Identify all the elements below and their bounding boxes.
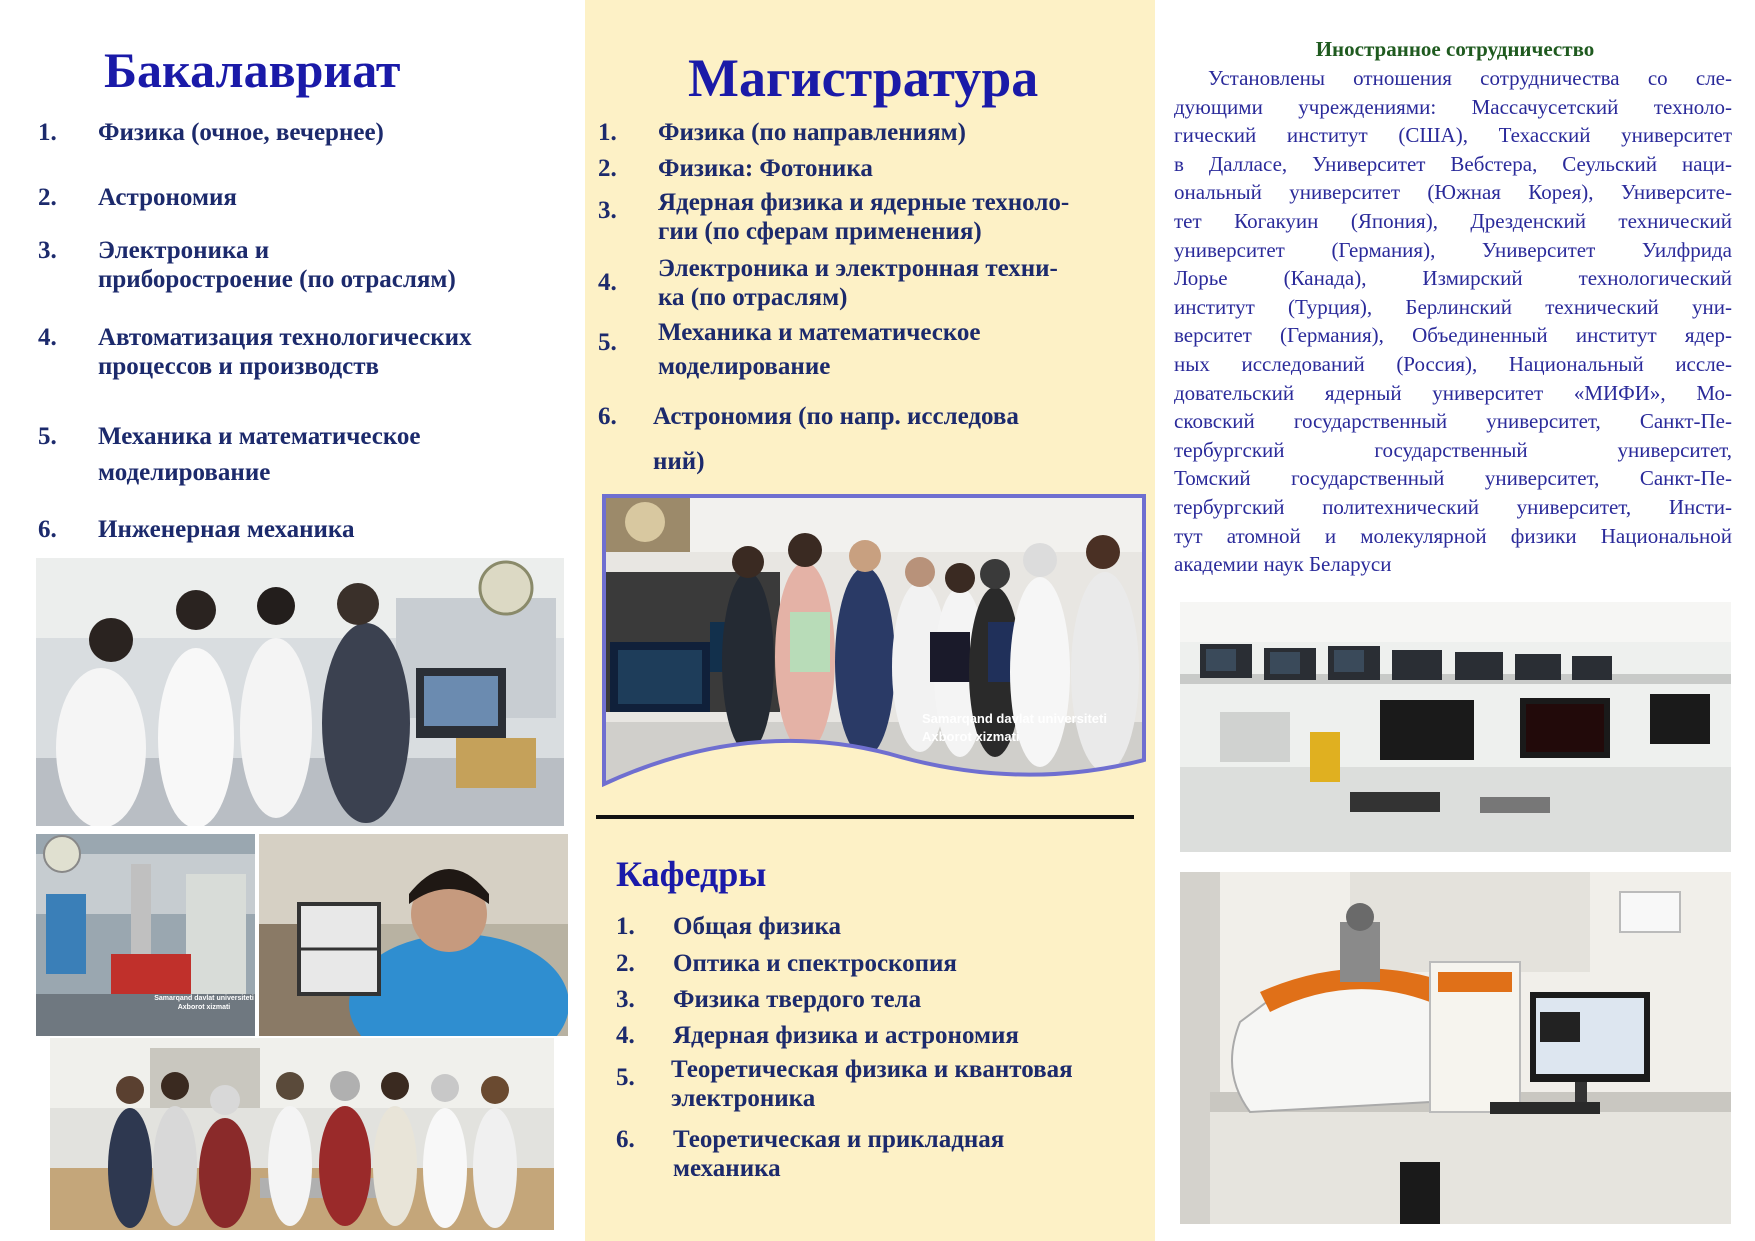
paragraph-line: тербургский политехнический университет, Инсти-: [1174, 494, 1732, 519]
item-text: Инженерная механика: [98, 516, 355, 543]
item-text: Оптика и спектроскопия: [673, 950, 957, 977]
department-item: [616, 912, 1146, 942]
photo-caption: Samarqand davlat universiteti Axborot xizmati: [922, 711, 1107, 744]
item-text: Автоматизация технологических процессов и производств: [98, 324, 472, 380]
paragraph-line: гический институт (США), Техасский университет: [1174, 123, 1732, 148]
item-number: 5.: [598, 329, 617, 356]
item-text: Электроника и электронная техни- ка (по отраслям): [658, 255, 1058, 311]
item-number: 4.: [598, 269, 617, 296]
bachelor-item: [38, 236, 578, 296]
paragraph-line: тет Когакуин (Япония), Дрезденский технический: [1174, 208, 1732, 233]
paragraph-line: академии наук Беларуси: [1174, 552, 1392, 577]
department-item: [616, 1125, 1146, 1185]
photo-caption: Samarqand davlat universiteti Axborot xizmati: [154, 995, 254, 1011]
departments-title: Кафедры: [616, 854, 767, 894]
item-number: 3.: [38, 237, 57, 264]
paragraph-line: институт (Турция), Берлинский технический уни-: [1174, 294, 1732, 319]
photo-group-lab: [50, 1038, 554, 1230]
department-item: [616, 949, 1146, 979]
item-number: 5.: [38, 423, 57, 450]
item-number: 2.: [616, 950, 635, 977]
item-number: 3.: [616, 986, 635, 1013]
item-text: Ядерная физика и астрономия: [673, 1022, 1019, 1049]
item-text: Астрономия (по напр. исследова ний): [653, 403, 1019, 475]
item-text: Астрономия: [98, 184, 237, 211]
paragraph-line: университет (Германия), Университет Уилфрида: [1174, 237, 1732, 262]
department-item: [616, 1055, 1146, 1115]
paragraph-line: ональный университет (Южная Корея), Университе-: [1174, 180, 1732, 205]
item-number: 4.: [616, 1022, 635, 1049]
paragraph-line: тербургский государственный университет,: [1174, 437, 1732, 462]
foreign-paragraph: [1174, 64, 1732, 579]
bachelor-title: Бакалавриат: [104, 42, 401, 98]
master-item: [598, 118, 1143, 148]
photo-spectrometer: [1180, 872, 1731, 1224]
item-text: Теоретическая и прикладная механика: [673, 1126, 1005, 1182]
item-text: Теоретическая физика и квантовая электроника: [671, 1056, 1073, 1112]
paragraph-line: в Далласе, Университет Вебстера, Сеульский наци-: [1174, 151, 1732, 176]
section-divider: [596, 815, 1134, 819]
photo-student-cubesat: [259, 834, 568, 1036]
master-item: [598, 394, 1143, 474]
department-item: [616, 1021, 1146, 1051]
paragraph-line: ных исследований (Россия), Национальный иссле-: [1174, 351, 1732, 376]
paragraph-line: Установлены отношения сотрудничества со сле-: [1208, 66, 1732, 90]
bachelor-item: [38, 323, 578, 383]
bachelor-item: [38, 419, 578, 489]
item-number: 6.: [616, 1126, 635, 1153]
item-text: Физика (очное, вечернее): [98, 119, 384, 146]
item-number: 1.: [38, 119, 57, 146]
department-item: [616, 985, 1146, 1015]
paragraph-line: сковский государственный университет, Санкт-Пе-: [1174, 409, 1732, 434]
foreign-title: Иностранное сотрудничество: [1315, 37, 1595, 61]
bachelor-item: [38, 118, 578, 148]
item-number: 6.: [38, 516, 57, 543]
master-item: [598, 154, 1143, 184]
item-number: 5.: [616, 1064, 635, 1091]
paragraph-line: дующими учреждениями: Массачусетский техноло-: [1174, 94, 1732, 119]
paragraph-line: довательский ядерный университет «МИФИ», Мо-: [1174, 380, 1732, 405]
item-number: 1.: [616, 913, 635, 940]
item-text: Механика и математическое моделирование: [98, 423, 421, 486]
item-text: Физика (по направлениям): [658, 119, 966, 146]
master-item: [598, 254, 1143, 314]
item-number: 3.: [598, 197, 617, 224]
photo-electronics-lab: [1180, 602, 1731, 852]
photo-lab-equipment: [36, 834, 255, 1036]
item-number: 2.: [598, 155, 617, 182]
item-text: Электроника и приборостроение (по отраслям): [98, 237, 456, 293]
master-item: [598, 188, 1143, 248]
item-text: Физика: Фотоника: [658, 155, 873, 182]
photo-master-group: [600, 492, 1146, 802]
item-text: Механика и математическое моделирование: [658, 319, 981, 380]
item-number: 4.: [38, 324, 57, 351]
item-number: 6.: [598, 403, 617, 430]
photo-students-lab: [36, 558, 564, 826]
master-item: [598, 316, 1143, 382]
bachelor-item: [38, 515, 578, 545]
item-text: Общая физика: [673, 913, 842, 940]
bachelor-item: [38, 183, 578, 213]
item-number: 2.: [38, 184, 57, 211]
item-text: Физика твердого тела: [673, 986, 922, 1013]
paragraph-line: тут атомной и молекулярной физики Национальной: [1174, 523, 1732, 548]
paragraph-line: Томский государственный университет, Санкт-Пе-: [1174, 466, 1732, 491]
master-title: Магистратура: [688, 48, 1039, 108]
paragraph-line: верситет (Германия), Объединенный институт ядер-: [1174, 323, 1732, 348]
item-text: Ядерная физика и ядерные техноло- гии (по сферам применения): [658, 189, 1070, 245]
paragraph-line: Лорье (Канада), Измирский технологический: [1174, 266, 1732, 291]
item-number: 1.: [598, 119, 617, 146]
